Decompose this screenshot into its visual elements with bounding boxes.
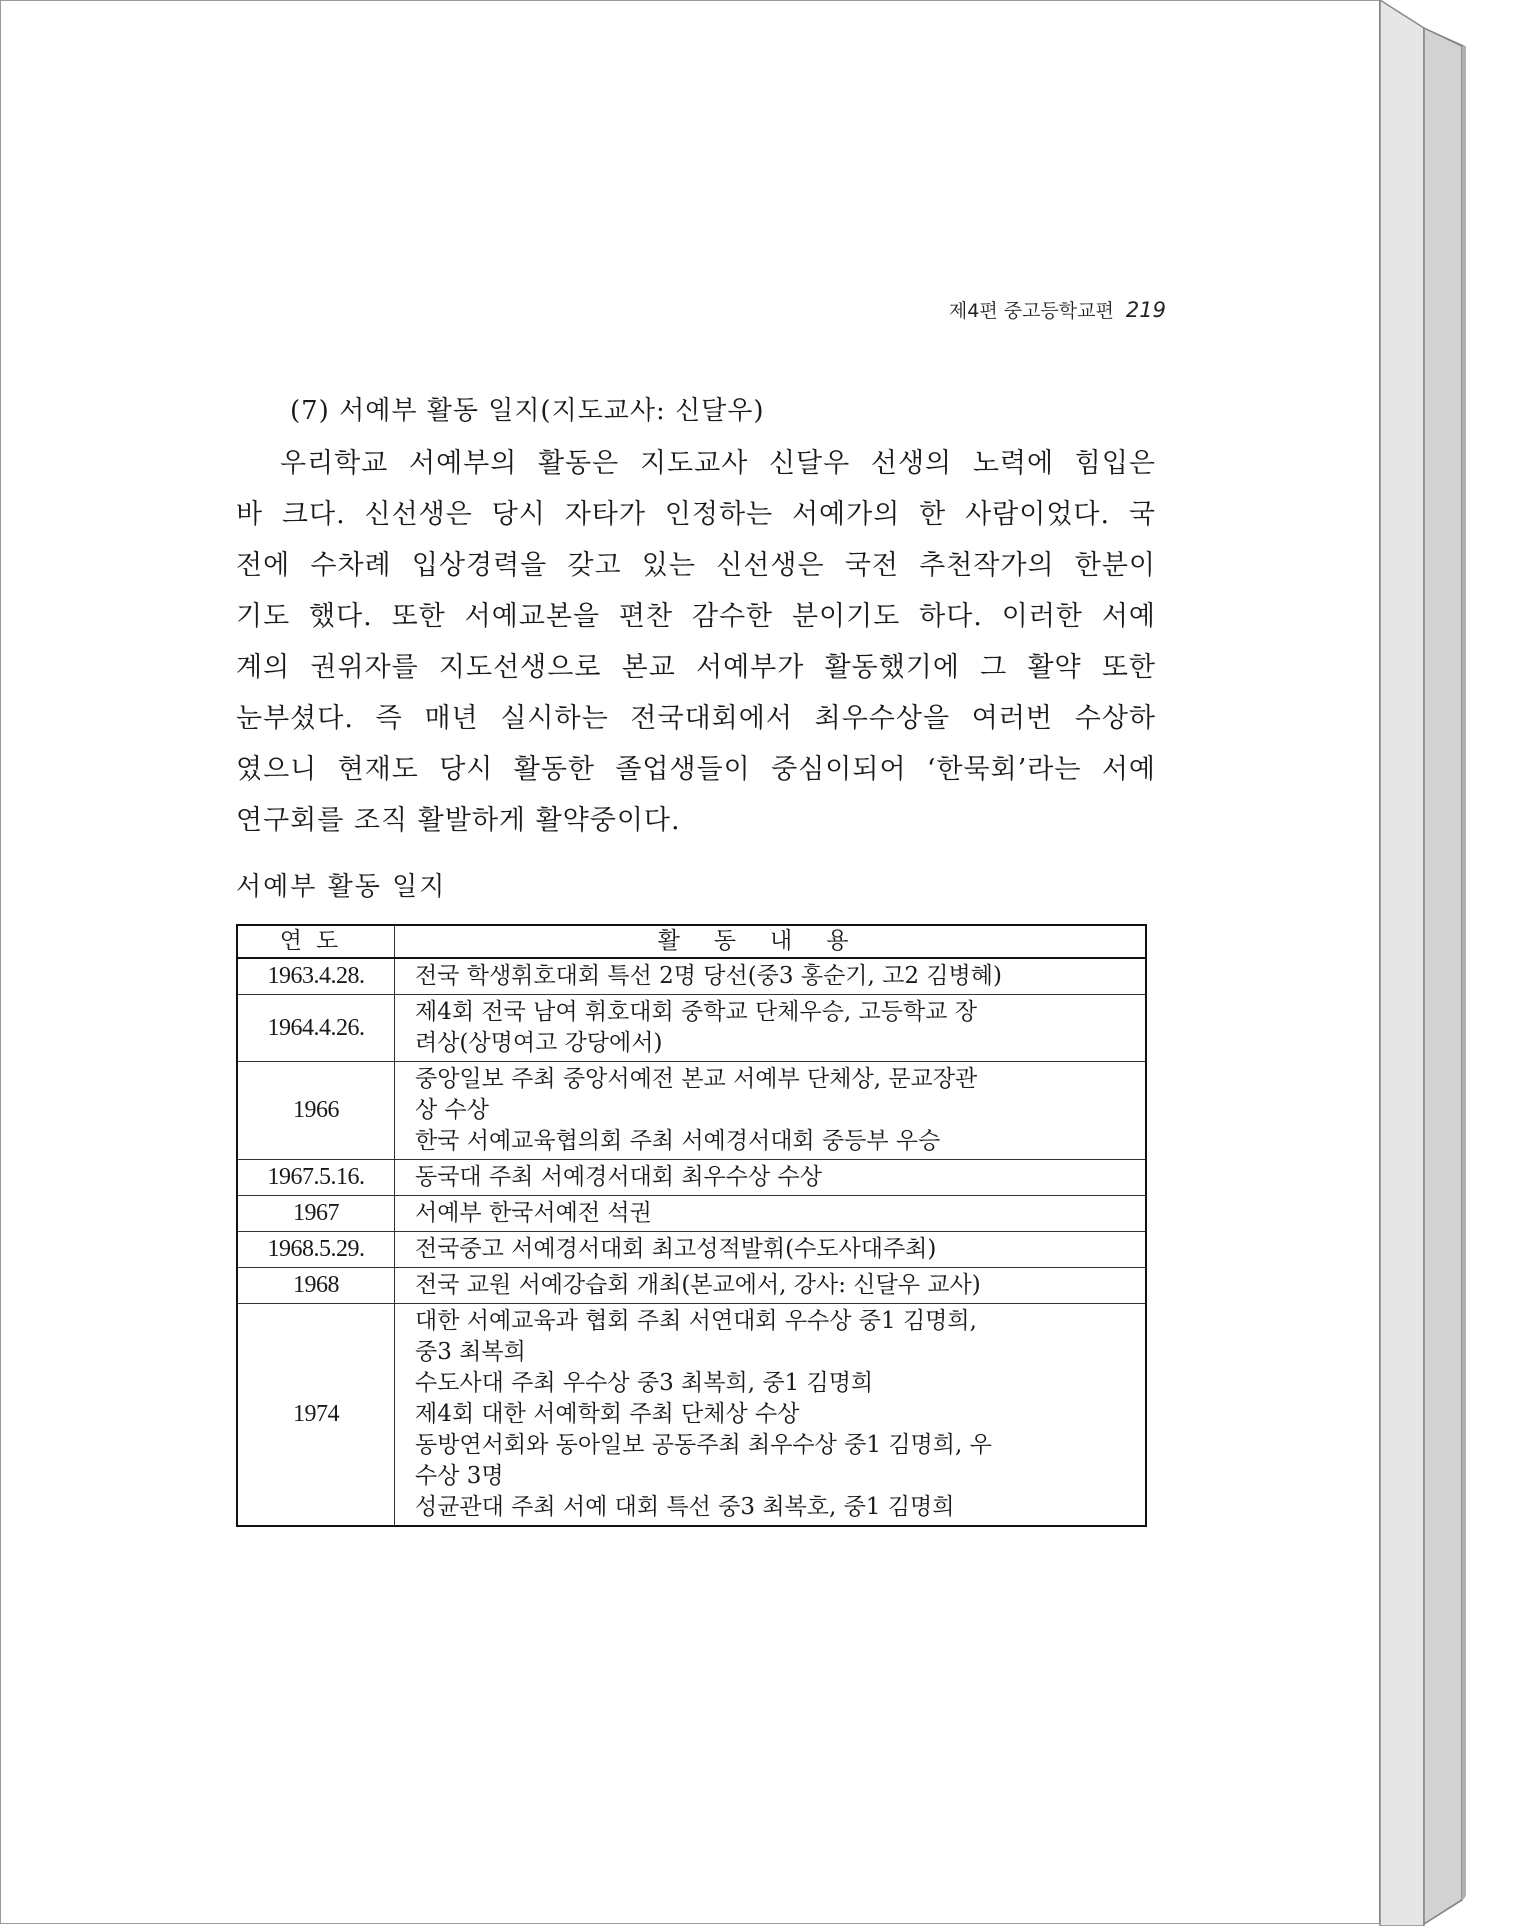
running-title: 제4편 중고등학교편: [948, 300, 1114, 322]
row-year: 1968: [237, 1268, 395, 1304]
row-activity: [395, 1304, 1147, 1527]
activity-line: 제4회 대한 서예학회 주최 단체상 수상: [415, 1401, 800, 1427]
book-edge-shadow: [1462, 46, 1466, 1900]
table-header-row: [237, 925, 1146, 958]
column-header-activity: 활동내용: [395, 925, 1147, 958]
book-edge-outline: [1424, 28, 1464, 1924]
row-activity: [395, 958, 1147, 995]
activity-line: 전국 교원 서예강습회 개최(본교에서, 강사: 신달우 교사): [415, 1272, 981, 1298]
row-activity: [395, 1160, 1147, 1196]
paragraph-line: 전에 수차례 입상경력을 갖고 있는 신선생은 국전 추천작가의 한분이: [236, 550, 1156, 581]
activity-line: 성균관대 주최 서예 대회 특선 중3 최복호, 중1 김명희: [415, 1494, 955, 1520]
page-number: 219: [1125, 298, 1166, 322]
row-year: 1974: [237, 1304, 395, 1527]
body-paragraph: [236, 438, 1156, 846]
row-year: 1968.5.29.: [237, 1232, 395, 1268]
book-edge-inner: [1380, 0, 1424, 1926]
row-activity: [395, 1232, 1147, 1268]
activity-line: 중앙일보 주최 중앙서예전 본교 서예부 단체상, 문교장관: [415, 1066, 978, 1092]
table-row: [237, 1268, 1146, 1304]
activity-line: 서예부 한국서예전 석권: [415, 1200, 652, 1226]
activity-line: 려상(상명여고 강당에서): [415, 1030, 663, 1056]
activity-line: 중3 최복희: [415, 1339, 526, 1365]
book-edge-middle: [1424, 28, 1462, 1924]
table-caption: 서예부 활동 일지: [236, 872, 447, 902]
activity-line: 제4회 전국 남여 휘호대회 중학교 단체우승, 고등학교 장: [415, 999, 977, 1025]
table-row: [237, 1062, 1146, 1160]
table-row: [237, 1160, 1146, 1196]
paragraph-line: 연구회를 조직 활발하게 활약중이다.: [236, 805, 681, 836]
paragraph-line: 눈부셨다. 즉 매년 실시하는 전국대회에서 최우수상을 여러번 수상하: [236, 703, 1156, 734]
paragraph-line: 바 크다. 신선생은 당시 자타가 인정하는 서예가의 한 사람이었다. 국: [236, 499, 1156, 530]
activity-line: 동국대 주최 서예경서대회 최우수상 수상: [415, 1164, 822, 1190]
row-activity: [395, 995, 1147, 1062]
paragraph-line: 계의 권위자를 지도선생으로 본교 서예부가 활동했기에 그 활약 또한: [236, 652, 1156, 683]
paragraph-line: 였으니 현재도 당시 활동한 졸업생들이 중심이되어 ‘한묵회’라는 서예: [236, 754, 1156, 785]
row-year: 1966: [237, 1062, 395, 1160]
row-year: 1967: [237, 1196, 395, 1232]
table-row: [237, 958, 1146, 995]
paragraph-line: 우리학교 서예부의 활동은 지도교사 신달우 선생의 노력에 힘입은: [280, 448, 1156, 479]
table-body: [237, 958, 1146, 1526]
activity-line: 대한 서예교육과 협회 주최 서연대회 우수상 중1 김명희,: [415, 1308, 977, 1334]
table-row: [237, 1196, 1146, 1232]
paragraph-line: 기도 했다. 또한 서예교본을 편찬 감수한 분이기도 하다. 이러한 서예: [236, 601, 1156, 632]
table-row: [237, 995, 1146, 1062]
row-activity: [395, 1268, 1147, 1304]
row-year: 1964.4.26.: [237, 995, 395, 1062]
activity-line: 동방연서회와 동아일보 공동주최 최우수상 중1 김명희, 우: [415, 1432, 992, 1458]
activity-line: 상 수상: [415, 1097, 489, 1123]
section-heading: (7) 서예부 활동 일지(지도교사: 신달우): [290, 396, 765, 426]
activity-line: 전국중고 서예경서대회 최고성적발휘(수도사대주최): [415, 1236, 937, 1262]
row-activity: [395, 1062, 1147, 1160]
activity-line: 수도사대 주최 우수상 중3 최복희, 중1 김명희: [415, 1370, 874, 1396]
activity-log-table: [236, 924, 1147, 1527]
activity-line: 전국 학생휘호대회 특선 2명 당선(중3 홍순기, 고2 김병혜): [415, 963, 1002, 989]
running-header: [918, 296, 1166, 323]
table-row: [237, 1232, 1146, 1268]
activity-line: 수상 3명: [415, 1463, 504, 1489]
column-header-year: 연도: [237, 925, 395, 958]
table-row: [237, 1304, 1146, 1527]
row-year: 1967.5.16.: [237, 1160, 395, 1196]
row-activity: [395, 1196, 1147, 1232]
row-year: 1963.4.28.: [237, 958, 395, 995]
activity-line: 한국 서예교육협의회 주최 서예경서대회 중등부 우승: [415, 1128, 941, 1154]
